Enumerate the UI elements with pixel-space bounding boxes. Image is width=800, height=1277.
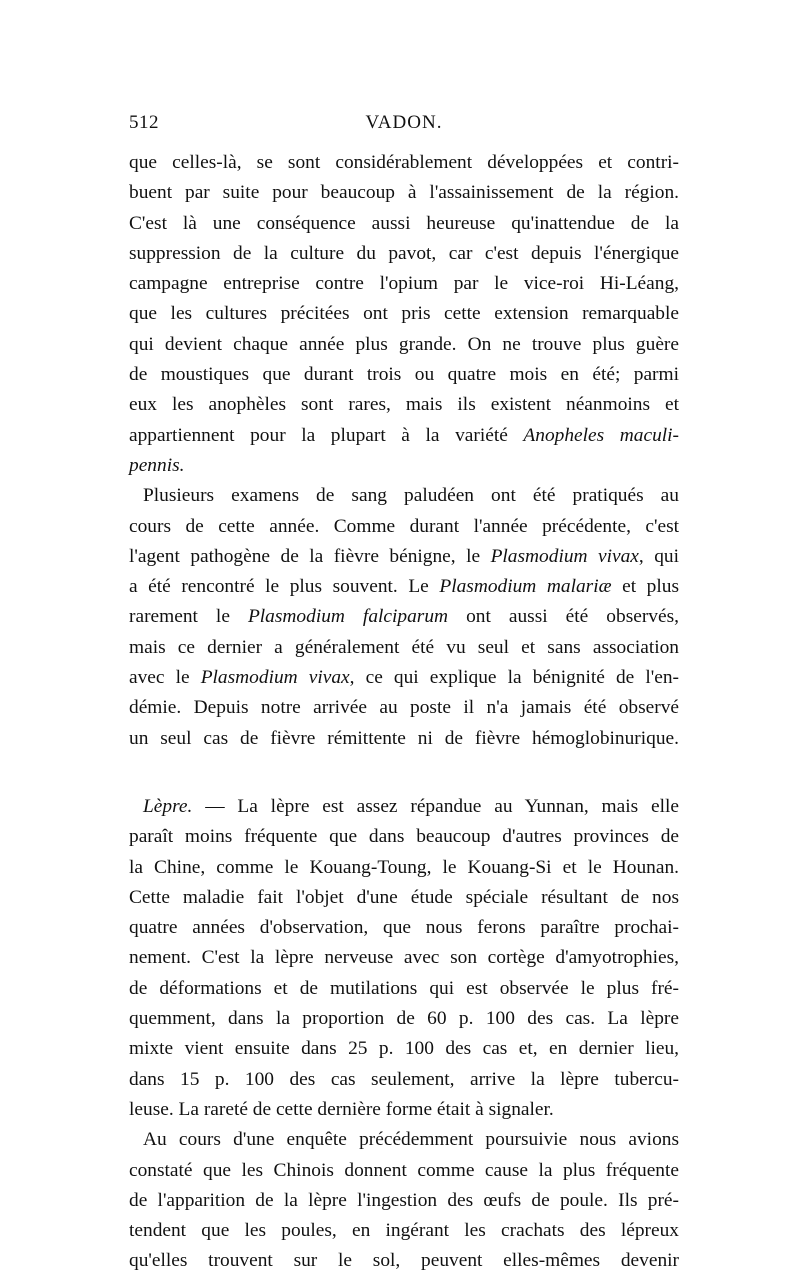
text-line: de moustiques que durant trois ou quatre mois en été; parmi: [129, 364, 679, 386]
text-line: buent par suite pour beaucoup à l'assainissement de la région.: [129, 182, 679, 204]
text-line: cours de cette année. Comme durant l'année précédente, c'est: [129, 515, 679, 537]
text-line: que celles-là, se sont considérablement développées et contri-: [129, 152, 679, 173]
text-line: eux les anophèles sont rares, mais ils existent néanmoins et: [129, 394, 679, 416]
text-line: paraît moins fréquente que dans beaucoup d'autres provinces de: [129, 826, 679, 848]
text-line: Lèpre. — La lèpre est assez répandue au Yunnan, mais elle: [143, 795, 679, 817]
text-line: Au cours d'une enquête précédemment poursuivie nous avions: [143, 1129, 679, 1151]
text-line: mais ce dernier a généralement été vu seul et sans association: [129, 636, 679, 658]
text-line: quatre années d'observation, que nous ferons paraître prochai-: [129, 917, 679, 939]
text-line: quemment, dans la proportion de 60 p. 100 des cas. La lèpre: [129, 1008, 679, 1030]
text-line: dans 15 p. 100 des cas seulement, arrive la lèpre tubercu-: [129, 1068, 679, 1090]
text-line: C'est là une conséquence aussi heureuse qu'inattendue de la: [129, 212, 679, 234]
text-line: suppression de la culture du pavot, car c'est depuis l'énergique: [129, 242, 679, 264]
text-line: que les cultures précitées ont pris cette extension remarquable: [129, 303, 679, 325]
body-text: [129, 148, 679, 1277]
text-line: campagne entreprise contre l'opium par le vice-roi Hi-Léang,: [129, 273, 679, 295]
text-line: Cette maladie fait l'objet d'une étude spéciale résultant de nos: [129, 886, 679, 908]
paragraph: [129, 481, 679, 754]
paragraph: [129, 148, 679, 481]
section-gap: [129, 754, 679, 792]
page-number: 512: [129, 112, 159, 133]
text-line: nement. C'est la lèpre nerveuse avec son cortège d'amyotrophies,: [129, 947, 679, 969]
text-line: mixte vient ensuite dans 25 p. 100 des cas et, en dernier lieu,: [129, 1038, 679, 1060]
text-line: la Chine, comme le Kouang-Toung, le Kouang-Si et le Hounan.: [129, 856, 679, 878]
text-line: leuse. La rareté de cette dernière forme était à signaler.: [129, 1098, 554, 1120]
text-line: constaté que les Chinois donnent comme cause la plus fréquente: [129, 1159, 679, 1181]
text-line: de déformations et de mutilations qui est observée le plus fré-: [129, 977, 679, 999]
text-line: pennis.: [129, 454, 185, 476]
text-line: qui devient chaque année plus grande. On ne trouve plus guère: [129, 333, 679, 355]
text-line: démie. Depuis notre arrivée au poste il n'a jamais été observé: [129, 697, 679, 719]
text-line: qu'elles trouvent sur le sol, peuvent elles-mêmes devenir: [129, 1250, 679, 1272]
text-line: tendent que les poules, en ingérant les crachats des lépreux: [129, 1220, 679, 1242]
text-line: un seul cas de fièvre rémittente ni de fièvre hémoglobinurique.: [129, 727, 679, 749]
paragraph: [129, 792, 679, 1125]
page-header: [129, 112, 679, 142]
text-line: rarement le Plasmodium falciparum ont aussi été observés,: [129, 606, 680, 628]
text-line: appartiennent pour la plupart à la variété Anopheles maculi-: [129, 424, 679, 446]
text-line: Plusieurs examens de sang paludéen ont été pratiqués au: [143, 485, 679, 507]
text-line: de l'apparition de la lèpre l'ingestion des œufs de poule. Ils pré-: [129, 1189, 679, 1211]
running-head: VADON.: [365, 112, 443, 133]
text-line: avec le Plasmodium vivax, ce qui explique la bénignité de l'en-: [129, 667, 679, 689]
text-line: a été rencontré le plus souvent. Le Plasmodium malariæ et plus: [129, 576, 680, 598]
text-line: l'agent pathogène de la fièvre bénigne, le Plasmodium vivax, qui: [129, 545, 680, 567]
paragraph: [129, 1125, 679, 1276]
